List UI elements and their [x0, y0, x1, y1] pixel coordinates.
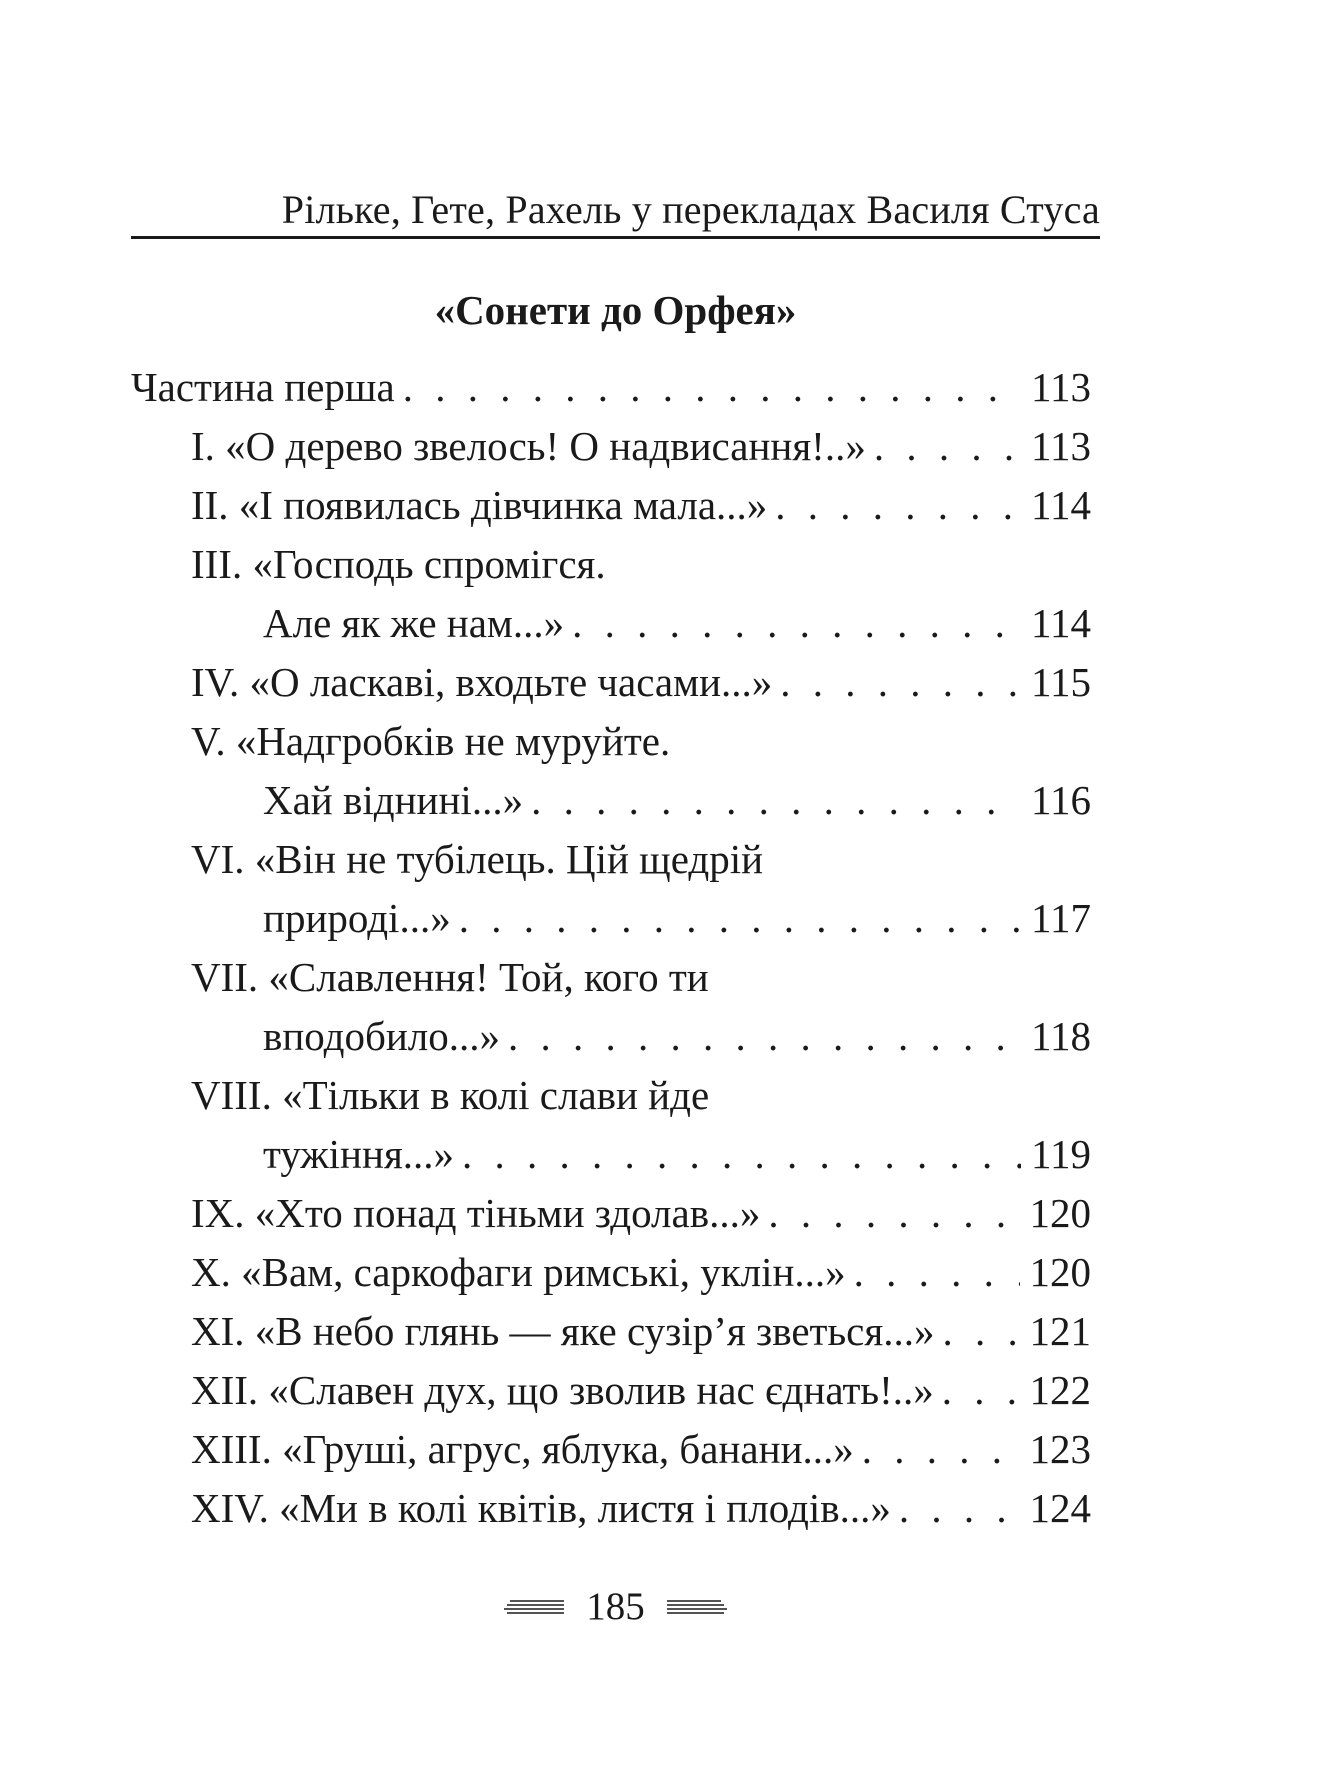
toc-entry: [131, 1302, 1091, 1361]
toc-entry-title: X. «Вам, саркофаги римські, уклін...»: [191, 1249, 846, 1295]
dot-leader: [942, 1361, 1020, 1420]
toc-line: [131, 594, 1091, 653]
toc-entry-title: III. «Господь спромігся.: [191, 541, 606, 587]
toc-line: [131, 1066, 1091, 1125]
toc-entry: [131, 948, 1091, 1066]
toc-part-heading: [131, 358, 1091, 417]
running-head: Рільке, Гете, Рахель у перекладах Василя Стуса: [281, 187, 1100, 232]
toc-line: [131, 1479, 1091, 1538]
toc-entry: [131, 830, 1091, 948]
section-title: «Сонети до Орфея»: [434, 287, 797, 333]
toc-entry: [131, 417, 1091, 476]
dot-leader: [403, 358, 1021, 417]
toc-line: [131, 1361, 1091, 1420]
page-number: 185: [586, 1585, 645, 1628]
toc-line: [131, 712, 1091, 771]
toc-entry: [131, 712, 1091, 830]
toc-entry-title: XI. «В небо глянь — яке сузір’я зветься...»: [191, 1308, 935, 1354]
toc-line: [131, 358, 1091, 417]
left-rule-ornament: [504, 1597, 564, 1617]
dot-leader: [942, 1302, 1019, 1361]
toc-entry-title: природі...»: [263, 895, 451, 941]
table-of-contents: [131, 358, 1091, 1538]
toc-page-number: 121: [1029, 1308, 1091, 1354]
toc-entry-title: XIII. «Груші, агрус, яблука, банани...»: [191, 1426, 854, 1472]
toc-entry-title: XIV. «Ми в колі квітів, листя і плодів...»: [191, 1485, 891, 1531]
toc-line: [131, 1184, 1091, 1243]
toc-entry-title: XII. «Славен дух, що зволив нас єднать!..»: [191, 1367, 934, 1413]
toc-entry: [131, 653, 1091, 712]
dot-leader: [775, 476, 1021, 535]
toc-entry: [131, 535, 1091, 653]
page-footer: [131, 1583, 1100, 1631]
toc-entry-title: VI. «Він не тубілець. Цій щедрій: [191, 836, 764, 882]
dot-leader: [780, 653, 1021, 712]
toc-page-number: 118: [1031, 1013, 1091, 1059]
toc-entry-title: вподобило...»: [263, 1013, 500, 1059]
toc-line: [131, 476, 1091, 535]
dot-leader: [854, 1243, 1020, 1302]
toc-page-number: 117: [1031, 895, 1091, 941]
toc-part-title: Частина перша: [131, 364, 395, 410]
toc-entry: [131, 1420, 1091, 1479]
toc-page-number: 122: [1029, 1367, 1091, 1413]
toc-page-number: 114: [1031, 600, 1091, 646]
toc-line: [131, 948, 1091, 1007]
toc-entry: [131, 1066, 1091, 1184]
toc-entry-title: II. «І появилась дівчинка мала...»: [191, 482, 768, 528]
toc-line: [131, 830, 1091, 889]
dot-leader: [508, 1007, 1021, 1066]
toc-line: [131, 771, 1091, 830]
toc-page-number: 123: [1029, 1426, 1091, 1472]
toc-entry: [131, 476, 1091, 535]
toc-entry: [131, 1361, 1091, 1420]
dot-leader: [874, 417, 1021, 476]
toc-entry: [131, 1479, 1091, 1538]
toc-line: [131, 535, 1091, 594]
dot-leader: [768, 1184, 1019, 1243]
toc-entry-title: VII. «Славлення! Той, кого ти: [191, 954, 709, 1000]
toc-page-number: 114: [1031, 482, 1091, 528]
toc-line: [131, 1302, 1091, 1361]
toc-entry-title: Хай віднині...»: [263, 777, 524, 823]
toc-page-number: 113: [1031, 423, 1091, 469]
toc-entry-title: V. «Надгробків не муруйте.: [191, 718, 671, 764]
dot-leader: [459, 889, 1021, 948]
toc-line: [131, 1243, 1091, 1302]
toc-page-number: 116: [1031, 777, 1091, 823]
toc-line: [131, 653, 1091, 712]
toc-line: [131, 889, 1091, 948]
toc-line: [131, 1420, 1091, 1479]
toc-page-number: 115: [1031, 659, 1091, 705]
dot-leader: [572, 594, 1021, 653]
toc-entry-title: Але як же нам...»: [263, 600, 565, 646]
toc-entry-title: тужіння...»: [263, 1131, 455, 1177]
toc-line: [131, 1125, 1091, 1184]
dot-leader: [899, 1479, 1020, 1538]
toc-entry: [131, 1184, 1091, 1243]
toc-entry: [131, 1243, 1091, 1302]
toc-page-number: 120: [1029, 1249, 1091, 1295]
toc-entry-title: IV. «О ласкаві, входьте часами...»: [191, 659, 773, 705]
header-rule: [131, 236, 1100, 239]
toc-page-number: 124: [1029, 1485, 1091, 1531]
toc-page-number: 119: [1031, 1131, 1091, 1177]
right-rule-ornament: [667, 1597, 727, 1617]
toc-line: [131, 1007, 1091, 1066]
toc-line: [131, 417, 1091, 476]
toc-entry-title: I. «О дерево звелось! О надвисання!..»: [191, 423, 866, 469]
toc-page-number: 120: [1029, 1190, 1091, 1236]
toc-entry-title: VIII. «Тільки в колі слави йде: [191, 1072, 710, 1118]
toc-entry-title: IX. «Хто понад тіньми здолав...»: [191, 1190, 761, 1236]
dot-leader: [531, 771, 1021, 830]
toc-page-number: 113: [1031, 364, 1091, 410]
dot-leader: [462, 1125, 1021, 1184]
dot-leader: [862, 1420, 1020, 1479]
